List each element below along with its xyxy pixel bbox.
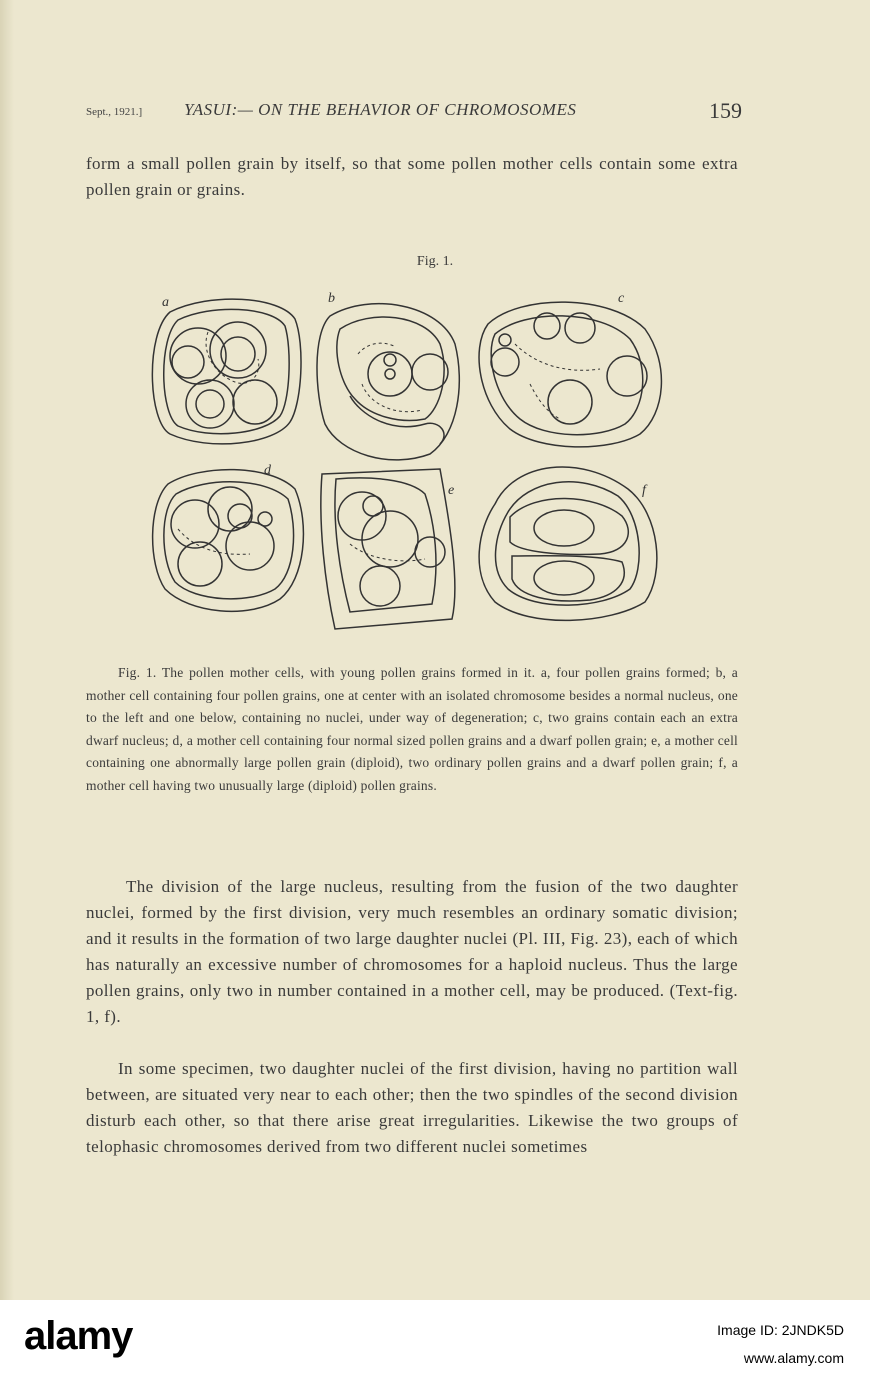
body-paragraph-2: In some specimen, two daughter nuclei of the first division, having no partition wall between, are situated very near to each other; then the two spindles of the second division disturb each other, so that there arise great irregularities. Likewise the two groups of telophasic chromosomes derived from two different nuclei sometimes	[86, 1059, 738, 1156]
figure-label: Fig. 1.	[416, 254, 454, 269]
panel-label-a: a	[162, 295, 169, 310]
site-url: www.alamy.com	[743, 1350, 844, 1366]
figure-caption-text: Fig. 1. The pollen mother cells, with young pollen grains formed in it. a, four pollen grains formed; b, a mother cell containing four pollen grains, one at center with an isolated chromosome besides a normal nucleus, one to the left and one below, containing no nuclei, under way of degeneration; c, two grains contain each an extra dwarf nucleus; d, a mother cell containing four normal sized pollen grains and a dwarf pollen grain; e, a mother cell containing one abnormally large pollen grain (diploid), two ordinary pollen grains and a dwarf pollen grain; f, a mother cell having two unusually large (diploid) pollen grains.	[86, 665, 738, 793]
intro-paragraph: form a small pollen grain by itself, so that some pollen mother cells contain some extra pollen grain or grains.	[86, 154, 738, 199]
page-number: 159	[709, 98, 742, 123]
header-date: Sept., 1921.]	[86, 106, 143, 118]
panel-label-b: b	[328, 291, 335, 306]
panel-label-e: e	[448, 483, 455, 498]
alamy-logo: alamy	[24, 1314, 133, 1358]
image-id: Image ID: 2JNDK5D	[717, 1322, 844, 1338]
running-header	[86, 98, 742, 126]
cell-panel-a	[152, 299, 301, 444]
pollen-mother-cells-figure	[140, 284, 670, 634]
body-paragraph-1: The division of the large nucleus, resulting from the fusion of the two daughter nuclei, formed by the first division, very much resembles an ordinary somatic division; and it results in the formation of two large daughter nuclei (Pl. III, Fig. 23), each of which has naturally an excessive number of chromosomes for a haploid nucleus. Thus the large pollen grains, only two in number contained in a mother cell, may be produced. (Text-fig. 1, f).	[86, 877, 738, 1026]
cell-panel-e	[321, 469, 455, 629]
figure-caption	[86, 662, 738, 797]
header-title: YASUI:— ON THE BEHAVIOR OF CHROMOSOMES	[184, 100, 577, 119]
cell-panel-d	[153, 470, 304, 612]
panel-label-c: c	[618, 291, 625, 306]
panel-label-d: d	[264, 463, 271, 478]
cell-panel-b	[317, 304, 459, 460]
cell-panel-f	[479, 467, 657, 620]
panel-label-f: f	[642, 483, 646, 498]
cell-panel-c	[479, 302, 661, 447]
